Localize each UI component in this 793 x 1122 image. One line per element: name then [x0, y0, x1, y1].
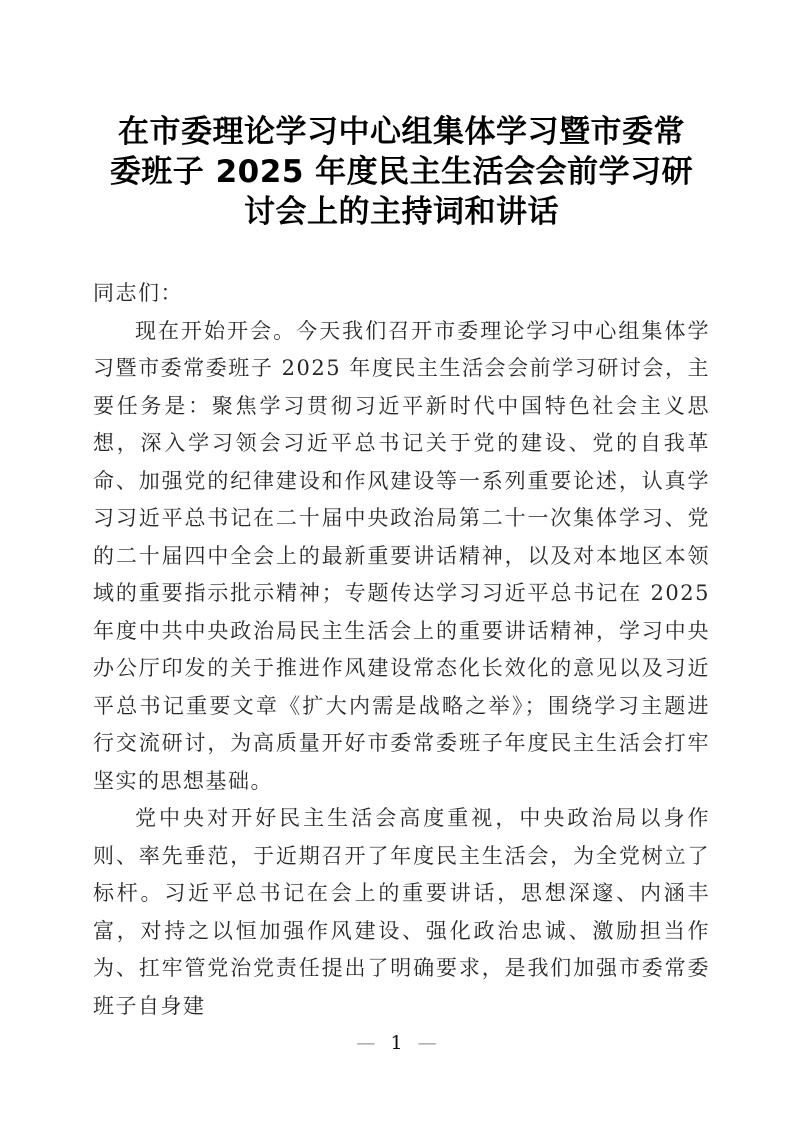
page-footer — [0, 1031, 793, 1055]
page-number: 1 — [390, 1032, 403, 1054]
salutation: 同志们： — [93, 281, 183, 305]
document-body — [93, 275, 710, 1025]
document-content — [93, 112, 710, 1025]
title-line: 在市委理论学习中心组集体学习暨市委常 — [118, 114, 685, 150]
footer-dash-left: — — [356, 1032, 376, 1054]
paragraph: 党中央对开好民主生活会高度重视，中央政治局以身作则、率先垂范，于近期召开了年度民主生活会，为全党树立了标杆。习近平总书记在会上的重要讲话，思想深邃、内涵丰富，对持之以恒加强作风建设、强化政治忠诚、激励担当作为、扛牢管党治党责任提出了明确要求，是我们加强市委常委班子自身建 — [93, 806, 710, 1018]
title-line: 委班子 2025 年度民主生活会会前学习研 — [109, 154, 694, 190]
document-title — [93, 112, 710, 232]
footer-dash-right: — — [417, 1032, 437, 1054]
paragraph: 现在开始开会。今天我们召开市委理论学习中心组集体学习暨市委常委班子 2025 年度民主生活会会前学习研讨会，主要任务是：聚焦学习贯彻习近平新时代中国特色社会主义思想，深入学习领会习近平总书记关于党的建设、党的自我革命、加强党的纪律建设和作风建设等一系列重要论述，认真学习习近平总书记在二十届中央政治局第二十一次集体学习、党的二十届四中全会上的最新重要讲话精神，以及对本地区本领域的重要指示批示精神；专题传达学习习近平总书记在 2025 年度中共中央政治局民主生活会上的重要讲话精神，学习中央办公厅印发的关于推进作风建设常态化长效化的意见以及习近平总书记重要文章《扩大内需是战略之举》；围绕学习主题进行交流研讨，为高质量开好市委常委班子年度民主生活会打牢坚实的思想基础。 — [93, 318, 710, 793]
title-line: 讨会上的主持词和讲话 — [244, 194, 559, 230]
